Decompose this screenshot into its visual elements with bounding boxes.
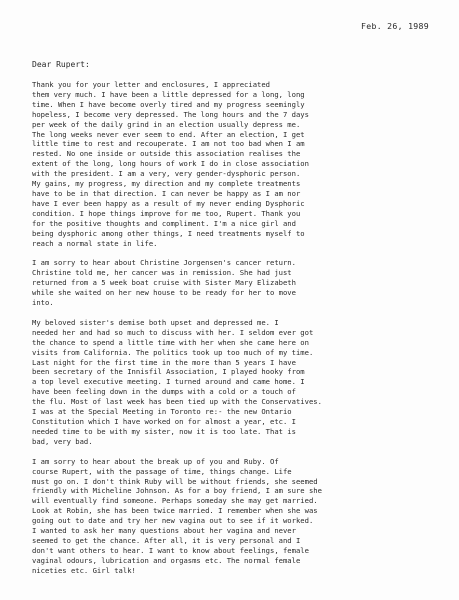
letter-date: Feb. 26, 1989	[361, 21, 429, 31]
paragraph: I am sorry to hear about Christine Jorgensen's cancer return. Christine told me, her cancer was in remission. She had just returned from a 5 week boat cruise with Sister Mary Elizabeth while she waited on her new house to be ready for her to move into.	[32, 258, 296, 308]
salutation: Dear Rupert:	[32, 60, 90, 69]
paragraph: I am sorry to hear about the break up of you and Ruby. Of course Rupert, with the passage of time, things change. Life must go on. I don't think Ruby will be without friends, she seemed friendly with Micheline Johnson. As for a boy friend, I am sure she will eventually find someone. Perhaps someday she may get married. Look at Robin, she has been twice married. I remember when she was going out to date and try her new vagina out to see if it worked. I wanted to ask her many questions about her vagina and never seemed to get the chance. After all, it is very personal and I don't want others to hear. I want to know about feelings, female vaginal odours, lubrication and orgasms etc. The normal female niceties etc. Girl talk!	[32, 456, 322, 575]
paragraph: My beloved sister's demise both upset and depressed me. I needed her and had so much to discuss with her. I seldom ever got the chance to spend a little time with her when she came here on visits from California. The politics took up too much of my time. Last night for the first time in the more than 5 years I have been secretary of the Innisfil Association, I played hooky from a top level executive meeting. I turned around and came home. I have been feeling down in the dumps with a cold or a touch of the flu. Most of last week has been tied up with the Conservatives. I was at the Special Meeting in Toronto re:- the new Ontario Constitution which I have worked on for almost a year, etc. I needed time to be with my sister, now it is too late. That is bad, very bad.	[32, 317, 322, 446]
letter-body	[32, 80, 442, 586]
paragraph: Thank you for your letter and enclosures, I appreciated them very much. I have been a little depressed for a long, long time. When I have become overly tired and my progress seemingly hopeless, I become very depressed. The long hours and the 7 days per week of the daily grind in an election usually depress me. The long weeks never ever seem to end. After an election, I get little time to rest and recouperate. I am not too bad when I am rested. No one inside or outside this association realises the extent of the long, long hours of work I do in close association with the president. I am a very, very gender-dysphoric person. My gains, my progress, my direction and my complete treatments have to be in that direction. I can never be happy as I am nor have I ever been happy as a result of my never ending Dysphoric condition. I hope things improve for me too, Rupert. Thank you for the positive thoughts and compliment. I'm a nice girl and being dysphoric among other things, I need treatments myself to reach a normal state in life.	[32, 80, 309, 248]
